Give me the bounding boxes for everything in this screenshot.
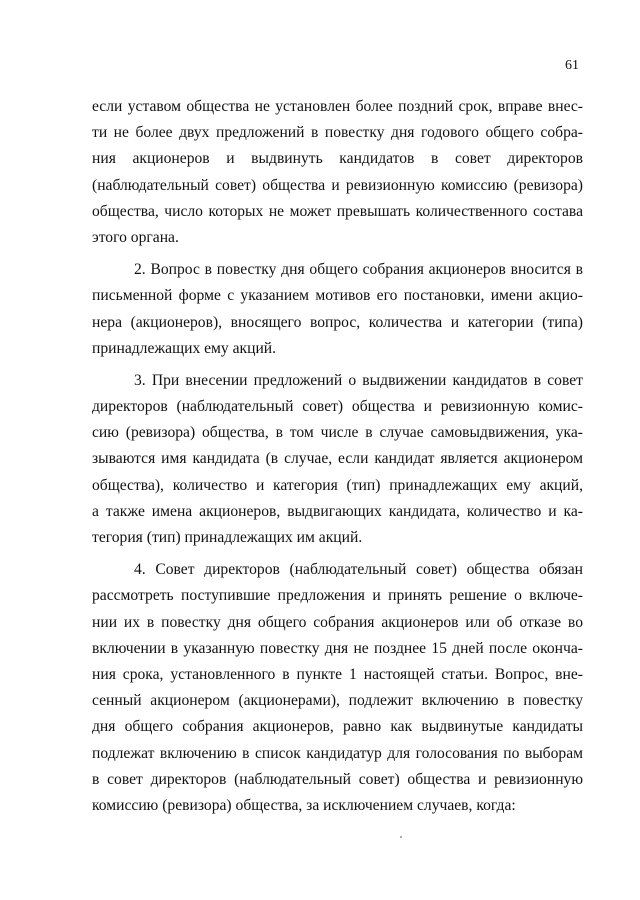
paragraph-4 — [92, 557, 583, 819]
text-line: ти не более двух предложений в повестку дня годового общего собра- — [92, 124, 583, 142]
text-line: общества), количество и категория (тип) принадлежащих ему акций, — [92, 476, 583, 494]
page-number: 61 — [565, 58, 579, 73]
paragraph-2 — [92, 257, 583, 362]
body-text — [92, 94, 583, 819]
text-line: принадлежащих ему акций. — [92, 339, 277, 357]
text-line: директоров (наблюдательный совет) общества и ревизионную комис- — [92, 398, 583, 416]
text-line: а также имена акционеров, выдвигающих кандидата, количество и ка- — [92, 502, 583, 520]
text-line: (наблюдательный совет) общества и ревизионную комиссию (ревизора) — [92, 176, 583, 194]
text-line: тегория (тип) принадлежащих им акций. — [92, 529, 363, 546]
text-line: нера (акционеров), вносящего вопрос, количества и категории (типа) — [92, 313, 583, 331]
paragraph-1 — [92, 94, 583, 251]
text-line: общества, число которых не может превышать количественного состава — [92, 202, 583, 220]
text-line: рассмотреть поступившие предложения и принять решение о включе- — [92, 587, 583, 605]
scan-speck — [400, 836, 402, 838]
text-line: 4. Совет директоров (наблюдательный совет) общества обязан — [134, 561, 583, 579]
text-line: сию (ревизора) общества, в том числе в случае самовыдвижения, ука- — [92, 424, 583, 442]
text-line: если уставом общества не установлен более поздний срок, вправе внес- — [92, 98, 583, 115]
text-line: комиссию (ревизора) общества, за исключением случаев, когда: — [92, 796, 516, 814]
text-line: дня общего собрания акционеров, равно как выдвинутые кандидаты — [92, 718, 583, 736]
text-line: включении в указанную повестку дня не позднее 15 дней после оконча- — [92, 639, 583, 657]
text-line: ния акционеров и выдвинуть кандидатов в совет директоров — [92, 150, 583, 168]
text-line: нии их в повестку дня общего собрания акционеров или об отказе во — [92, 613, 583, 631]
paragraph-3 — [92, 368, 583, 551]
text-line: сенный акционером (акционерами), подлежит включению в повестку — [92, 692, 583, 710]
text-line: письменной форме с указанием мотивов его постановки, имени акцио- — [92, 287, 583, 305]
text-line: 2. Вопрос в повестку дня общего собрания акционеров вносится в — [134, 261, 583, 279]
text-line: ния срока, установленного в пункте 1 настоящей статьи. Вопрос, вне- — [92, 665, 583, 683]
text-line: 3. При внесении предложений о выдвижении кандидатов в совет — [134, 371, 583, 389]
text-line: в совет директоров (наблюдательный совет) общества и ревизионную — [92, 770, 583, 788]
text-line: зываются имя кандидата (в случае, если кандидат является акционером — [92, 450, 583, 468]
text-line: этого органа. — [92, 228, 179, 246]
text-line: подлежат включению в список кандидатур для голосования по выборам — [92, 744, 583, 762]
